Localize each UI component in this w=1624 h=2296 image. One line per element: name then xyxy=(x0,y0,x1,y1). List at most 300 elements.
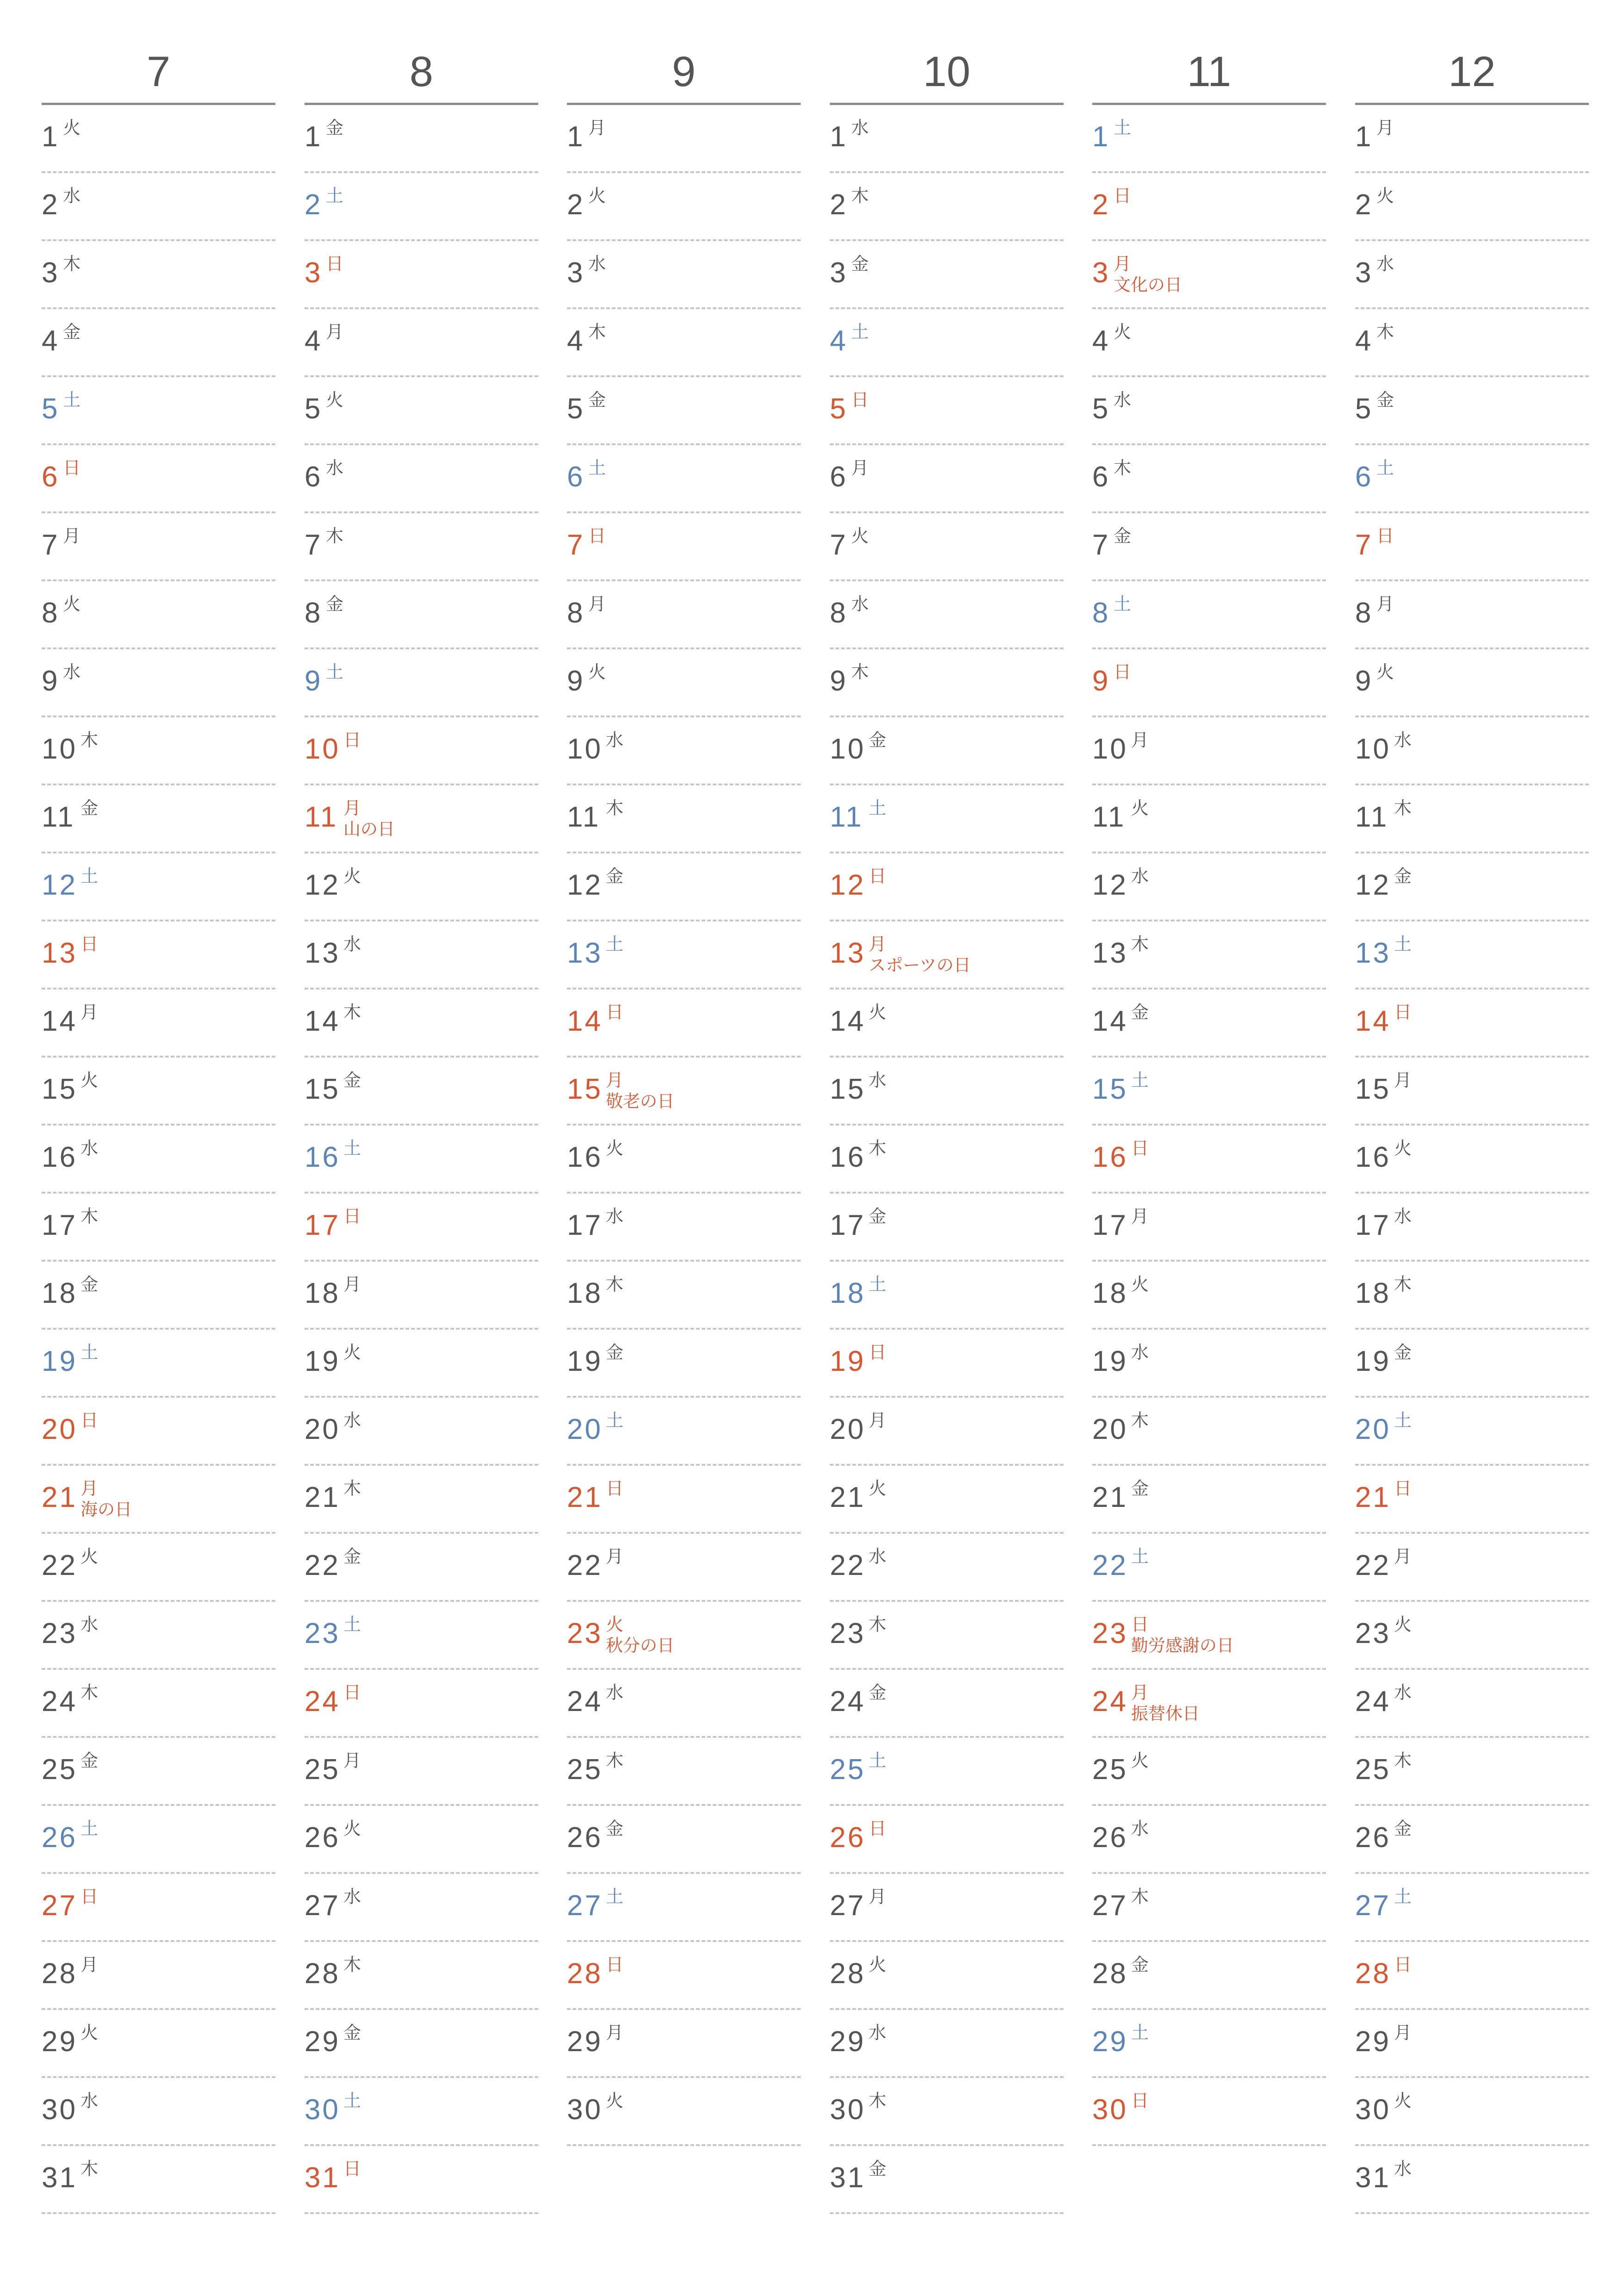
weekday-label: 金 xyxy=(81,798,99,818)
weekday-label: 日 xyxy=(851,390,869,410)
weekday-label: 日 xyxy=(1376,526,1394,546)
day-row xyxy=(1355,717,1589,785)
day-number: 11 xyxy=(42,801,75,833)
weekday-label: 木 xyxy=(1394,1750,1412,1771)
month-column-10 xyxy=(830,42,1064,2214)
weekday-label: 日 xyxy=(343,730,361,750)
day-number: 9 xyxy=(567,665,585,697)
weekday-label: 日 xyxy=(1114,186,1132,206)
day-row xyxy=(567,2078,801,2146)
weekday-label: 火 xyxy=(1131,1750,1149,1771)
weekday-label: 木 xyxy=(1131,1410,1149,1431)
weekday-label: 月 xyxy=(588,594,606,614)
day-row xyxy=(830,1330,1064,1398)
day-number: 9 xyxy=(42,665,60,697)
weekday-label: 土 xyxy=(1131,2022,1149,2043)
day-row xyxy=(42,2010,275,2078)
day-number: 29 xyxy=(305,2026,340,2058)
day-row xyxy=(830,921,1064,989)
day-row xyxy=(830,377,1064,445)
day-number: 3 xyxy=(567,257,585,289)
day-number: 31 xyxy=(1355,2162,1391,2194)
day-row xyxy=(567,377,801,445)
day-number: 14 xyxy=(1355,1005,1391,1037)
day-row xyxy=(42,1194,275,1262)
day-row xyxy=(830,649,1064,717)
day-number: 20 xyxy=(42,1413,77,1445)
month-heading: 8 xyxy=(305,42,538,105)
day-number: 10 xyxy=(305,733,340,765)
day-row xyxy=(1092,1534,1326,1602)
day-number: 22 xyxy=(567,1549,603,1581)
weekday-label: 日 xyxy=(343,2159,361,2179)
weekday-label: 木 xyxy=(606,1274,624,1294)
day-number: 16 xyxy=(1092,1141,1128,1173)
day-row xyxy=(567,717,801,785)
day-row xyxy=(42,1806,275,1874)
day-number: 19 xyxy=(305,1345,340,1377)
day-row xyxy=(1355,377,1589,445)
weekday-label: 月 xyxy=(343,798,361,818)
day-number: 25 xyxy=(830,1754,865,1786)
weekday-label: 木 xyxy=(81,730,99,750)
day-row xyxy=(1355,581,1589,649)
day-row xyxy=(305,1398,538,1466)
day-number: 23 xyxy=(1092,1618,1128,1649)
day-row xyxy=(1355,1874,1589,1942)
day-number: 4 xyxy=(42,325,60,357)
day-number: 1 xyxy=(1092,121,1110,153)
weekday-label: 金 xyxy=(343,1546,361,1567)
weekday-label: 土 xyxy=(588,458,606,478)
day-row xyxy=(42,921,275,989)
day-row xyxy=(567,1806,801,1874)
day-number: 26 xyxy=(1355,1822,1391,1854)
day-row xyxy=(1092,105,1326,173)
day-row xyxy=(1355,2010,1589,2078)
month-heading: 11 xyxy=(1092,42,1326,105)
weekday-label: 金 xyxy=(1394,1818,1412,1839)
day-row xyxy=(305,1670,538,1738)
weekday-label: 木 xyxy=(1131,1886,1149,1907)
weekday-label: 金 xyxy=(606,866,624,886)
weekday-label: 日 xyxy=(343,1206,361,1226)
day-number: 16 xyxy=(567,1141,603,1173)
weekday-label: 水 xyxy=(1394,1682,1412,1703)
day-row xyxy=(1355,1806,1589,1874)
day-number: 11 xyxy=(830,801,864,833)
weekday-label: 金 xyxy=(1394,866,1412,886)
weekday-label: 木 xyxy=(1394,1274,1412,1294)
day-number: 11 xyxy=(1355,801,1389,833)
day-number: 21 xyxy=(567,1481,603,1513)
day-row xyxy=(567,989,801,1058)
day-row xyxy=(1092,1602,1326,1670)
weekday-label: 水 xyxy=(869,2022,887,2043)
day-row xyxy=(1355,1602,1589,1670)
day-number: 22 xyxy=(1355,1549,1391,1581)
weekday-label: 木 xyxy=(63,254,81,274)
weekday-label: 土 xyxy=(343,1138,361,1158)
day-row xyxy=(1355,1466,1589,1534)
day-number: 31 xyxy=(830,2162,865,2194)
weekday-label: 水 xyxy=(606,730,624,750)
weekday-label: 火 xyxy=(588,662,606,682)
weekday-label: 月 xyxy=(606,2022,624,2043)
day-number: 3 xyxy=(42,257,60,289)
day-number: 10 xyxy=(1092,733,1128,765)
day-row xyxy=(1355,2146,1589,2214)
weekday-label: 木 xyxy=(1114,458,1132,478)
day-number: 27 xyxy=(1355,1890,1391,1922)
day-number: 18 xyxy=(567,1277,603,1309)
weekday-label: 木 xyxy=(588,322,606,342)
day-row xyxy=(305,2078,538,2146)
day-row xyxy=(42,1670,275,1738)
weekday-label: 火 xyxy=(1376,186,1394,206)
day-number: 17 xyxy=(567,1209,603,1241)
day-row xyxy=(1092,1126,1326,1194)
day-row xyxy=(305,1330,538,1398)
weekday-label: 月 xyxy=(326,322,344,342)
day-row xyxy=(42,1330,275,1398)
day-number: 4 xyxy=(305,325,323,357)
month-column-9 xyxy=(567,42,801,2146)
weekday-label: 土 xyxy=(1376,458,1394,478)
day-row xyxy=(1092,241,1326,309)
day-number: 30 xyxy=(1355,2094,1391,2126)
day-number: 15 xyxy=(305,1073,340,1105)
day-number: 21 xyxy=(830,1481,865,1513)
weekday-label: 金 xyxy=(326,118,344,138)
weekday-label: 土 xyxy=(1114,118,1132,138)
weekday-label: 水 xyxy=(81,1138,99,1158)
day-row xyxy=(830,1670,1064,1738)
month-heading: 10 xyxy=(830,42,1064,105)
day-number: 30 xyxy=(830,2094,865,2126)
day-number: 8 xyxy=(1355,597,1373,629)
day-row xyxy=(830,785,1064,853)
day-number: 26 xyxy=(830,1822,865,1854)
day-number: 12 xyxy=(42,869,77,901)
weekday-label: 金 xyxy=(869,2159,887,2179)
day-row xyxy=(1092,2010,1326,2078)
day-number: 15 xyxy=(830,1073,865,1105)
weekday-label: 木 xyxy=(851,662,869,682)
weekday-label: 木 xyxy=(1131,934,1149,954)
day-number: 20 xyxy=(830,1413,865,1445)
day-number: 11 xyxy=(1092,801,1126,833)
weekday-label: 土 xyxy=(1131,1546,1149,1567)
weekday-label: 土 xyxy=(606,1886,624,1907)
weekday-label: 木 xyxy=(606,798,624,818)
weekday-label: 火 xyxy=(869,1954,887,1975)
weekday-label: 日 xyxy=(869,866,887,886)
day-row xyxy=(1355,2078,1589,2146)
day-row xyxy=(305,1942,538,2010)
day-number: 27 xyxy=(42,1890,77,1922)
day-number: 8 xyxy=(567,597,585,629)
day-row xyxy=(42,853,275,921)
weekday-label: 火 xyxy=(851,526,869,546)
day-row xyxy=(830,853,1064,921)
day-number: 29 xyxy=(42,2026,77,2058)
weekday-label: 金 xyxy=(606,1342,624,1363)
day-number: 22 xyxy=(42,1549,77,1581)
day-row xyxy=(1355,921,1589,989)
weekday-label: 土 xyxy=(1114,594,1132,614)
weekday-label: 木 xyxy=(326,526,344,546)
day-row xyxy=(1092,173,1326,241)
weekday-label: 日 xyxy=(343,1682,361,1703)
month-column-7 xyxy=(42,42,275,2214)
weekday-label: 木 xyxy=(869,2091,887,2111)
day-number: 7 xyxy=(305,529,323,561)
day-row xyxy=(305,1126,538,1194)
day-number: 7 xyxy=(567,529,585,561)
day-number: 23 xyxy=(830,1618,865,1649)
weekday-label: 金 xyxy=(1131,1478,1149,1499)
weekday-label: 水 xyxy=(851,118,869,138)
weekday-label: 月 xyxy=(63,526,81,546)
day-row xyxy=(1092,445,1326,513)
day-row xyxy=(1092,921,1326,989)
day-row xyxy=(42,581,275,649)
day-row xyxy=(1355,513,1589,581)
day-number: 17 xyxy=(1092,1209,1128,1241)
day-number: 1 xyxy=(305,121,323,153)
day-number: 3 xyxy=(1092,257,1110,289)
day-number: 19 xyxy=(1355,1345,1391,1377)
day-number: 6 xyxy=(305,461,323,493)
weekday-label: 土 xyxy=(851,322,869,342)
day-row xyxy=(305,445,538,513)
weekday-label: 月 xyxy=(606,1070,624,1090)
month-heading: 9 xyxy=(567,42,801,105)
day-number: 6 xyxy=(830,461,848,493)
holiday-label: 海の日 xyxy=(81,1500,132,1519)
day-number: 8 xyxy=(1092,597,1110,629)
weekday-label: 水 xyxy=(869,1070,887,1090)
day-row xyxy=(42,513,275,581)
weekday-label: 金 xyxy=(63,322,81,342)
day-row xyxy=(1092,309,1326,377)
day-number: 29 xyxy=(1092,2026,1128,2058)
day-row xyxy=(305,241,538,309)
weekday-label: 土 xyxy=(343,1614,361,1635)
day-number: 5 xyxy=(305,393,323,425)
day-number: 17 xyxy=(830,1209,865,1241)
day-number: 17 xyxy=(42,1209,77,1241)
day-number: 6 xyxy=(42,461,60,493)
day-row xyxy=(42,241,275,309)
weekday-label: 水 xyxy=(1394,730,1412,750)
day-number: 3 xyxy=(305,257,323,289)
weekday-label: 木 xyxy=(1376,322,1394,342)
day-number: 6 xyxy=(1355,461,1373,493)
weekday-label: 日 xyxy=(606,1478,624,1499)
day-number: 15 xyxy=(567,1073,603,1105)
day-number: 9 xyxy=(1092,665,1110,697)
day-row xyxy=(1092,1942,1326,2010)
day-number: 30 xyxy=(567,2094,603,2126)
day-row xyxy=(567,1398,801,1466)
day-row xyxy=(305,173,538,241)
day-row xyxy=(830,2010,1064,2078)
day-row xyxy=(1355,853,1589,921)
weekday-label: 火 xyxy=(869,1478,887,1499)
day-row xyxy=(1092,1874,1326,1942)
day-row xyxy=(42,1534,275,1602)
day-number: 10 xyxy=(1355,733,1391,765)
day-number: 24 xyxy=(830,1686,865,1717)
weekday-label: 日 xyxy=(1394,1954,1412,1975)
day-number: 28 xyxy=(830,1958,865,1990)
day-row xyxy=(830,2146,1064,2214)
day-number: 21 xyxy=(305,1481,340,1513)
day-row xyxy=(42,1942,275,2010)
day-number: 5 xyxy=(567,393,585,425)
day-number: 1 xyxy=(830,121,848,153)
day-number: 20 xyxy=(1092,1413,1128,1445)
weekday-label: 金 xyxy=(1131,1954,1149,1975)
day-number: 22 xyxy=(305,1549,340,1581)
day-number: 15 xyxy=(1355,1073,1391,1105)
day-row xyxy=(1092,1670,1326,1738)
day-number: 20 xyxy=(567,1413,603,1445)
day-row xyxy=(567,241,801,309)
day-row xyxy=(305,581,538,649)
day-number: 14 xyxy=(567,1005,603,1037)
weekday-label: 日 xyxy=(1114,662,1132,682)
day-row xyxy=(830,1874,1064,1942)
day-number: 27 xyxy=(567,1890,603,1922)
day-row xyxy=(1092,717,1326,785)
weekday-label: 金 xyxy=(869,1206,887,1226)
day-number: 9 xyxy=(830,665,848,697)
weekday-label: 水 xyxy=(343,1410,361,1431)
holiday-label: スポーツの日 xyxy=(869,955,971,975)
weekday-label: 木 xyxy=(81,1206,99,1226)
weekday-label: 水 xyxy=(851,594,869,614)
day-row xyxy=(305,1466,538,1534)
day-row xyxy=(305,1194,538,1262)
weekday-label: 土 xyxy=(63,390,81,410)
day-number: 19 xyxy=(42,1345,77,1377)
weekday-label: 火 xyxy=(1394,1138,1412,1158)
day-row xyxy=(567,1874,801,1942)
weekday-label: 日 xyxy=(869,1342,887,1363)
day-row xyxy=(567,105,801,173)
day-row xyxy=(567,173,801,241)
day-row xyxy=(830,1738,1064,1806)
day-row xyxy=(830,717,1064,785)
day-number: 14 xyxy=(305,1005,340,1037)
weekday-label: 木 xyxy=(1394,798,1412,818)
day-number: 8 xyxy=(830,597,848,629)
weekday-label: 月 xyxy=(1394,1070,1412,1090)
day-number: 24 xyxy=(1092,1686,1128,1717)
day-row xyxy=(567,1126,801,1194)
month-column-8 xyxy=(305,42,538,2214)
day-number: 2 xyxy=(42,189,60,221)
day-number: 12 xyxy=(830,869,865,901)
day-row xyxy=(42,1126,275,1194)
weekday-label: 日 xyxy=(1131,1614,1149,1635)
day-number: 23 xyxy=(567,1618,603,1649)
weekday-label: 火 xyxy=(63,118,81,138)
weekday-label: 土 xyxy=(81,866,99,886)
weekday-label: 金 xyxy=(343,1070,361,1090)
weekday-label: 月 xyxy=(81,1954,99,1975)
day-row xyxy=(830,1194,1064,1262)
day-number: 18 xyxy=(830,1277,865,1309)
weekday-label: 月 xyxy=(1376,594,1394,614)
weekday-label: 火 xyxy=(606,1614,624,1635)
day-row xyxy=(830,2078,1064,2146)
day-row xyxy=(42,309,275,377)
weekday-label: 火 xyxy=(1376,662,1394,682)
day-row xyxy=(830,1262,1064,1330)
weekday-label: 火 xyxy=(1114,322,1132,342)
weekday-label: 火 xyxy=(1131,1274,1149,1294)
day-row xyxy=(1355,649,1589,717)
day-row xyxy=(567,445,801,513)
day-row xyxy=(830,513,1064,581)
day-row xyxy=(42,717,275,785)
weekday-label: 金 xyxy=(1394,1342,1412,1363)
day-row xyxy=(42,989,275,1058)
weekday-label: 日 xyxy=(326,254,344,274)
day-number: 24 xyxy=(567,1686,603,1717)
day-number: 10 xyxy=(42,733,77,765)
day-row xyxy=(1092,853,1326,921)
weekday-label: 月 xyxy=(343,1274,361,1294)
day-row xyxy=(1092,1058,1326,1126)
day-number: 18 xyxy=(305,1277,340,1309)
day-number: 10 xyxy=(830,733,865,765)
day-row xyxy=(1355,173,1589,241)
weekday-label: 木 xyxy=(343,1478,361,1499)
weekday-label: 月 xyxy=(81,1478,99,1499)
day-number: 18 xyxy=(1092,1277,1128,1309)
day-number: 2 xyxy=(1092,189,1110,221)
weekday-label: 木 xyxy=(81,1682,99,1703)
day-number: 23 xyxy=(42,1618,77,1649)
day-number: 7 xyxy=(1092,529,1110,561)
day-number: 27 xyxy=(305,1890,340,1922)
day-row xyxy=(42,173,275,241)
day-row xyxy=(305,649,538,717)
day-number: 14 xyxy=(42,1005,77,1037)
weekday-label: 水 xyxy=(1131,1342,1149,1363)
weekday-label: 水 xyxy=(606,1682,624,1703)
day-row xyxy=(1355,1398,1589,1466)
day-number: 16 xyxy=(1355,1141,1391,1173)
weekday-label: 火 xyxy=(1394,1614,1412,1635)
day-row xyxy=(1092,377,1326,445)
day-row xyxy=(1355,1534,1589,1602)
day-row xyxy=(1355,785,1589,853)
day-row xyxy=(305,309,538,377)
day-number: 30 xyxy=(42,2094,77,2126)
day-number: 8 xyxy=(305,597,323,629)
day-number: 12 xyxy=(567,869,603,901)
day-row xyxy=(1092,2078,1326,2146)
day-row xyxy=(830,241,1064,309)
day-number: 28 xyxy=(1092,1958,1128,1990)
day-row xyxy=(1092,989,1326,1058)
